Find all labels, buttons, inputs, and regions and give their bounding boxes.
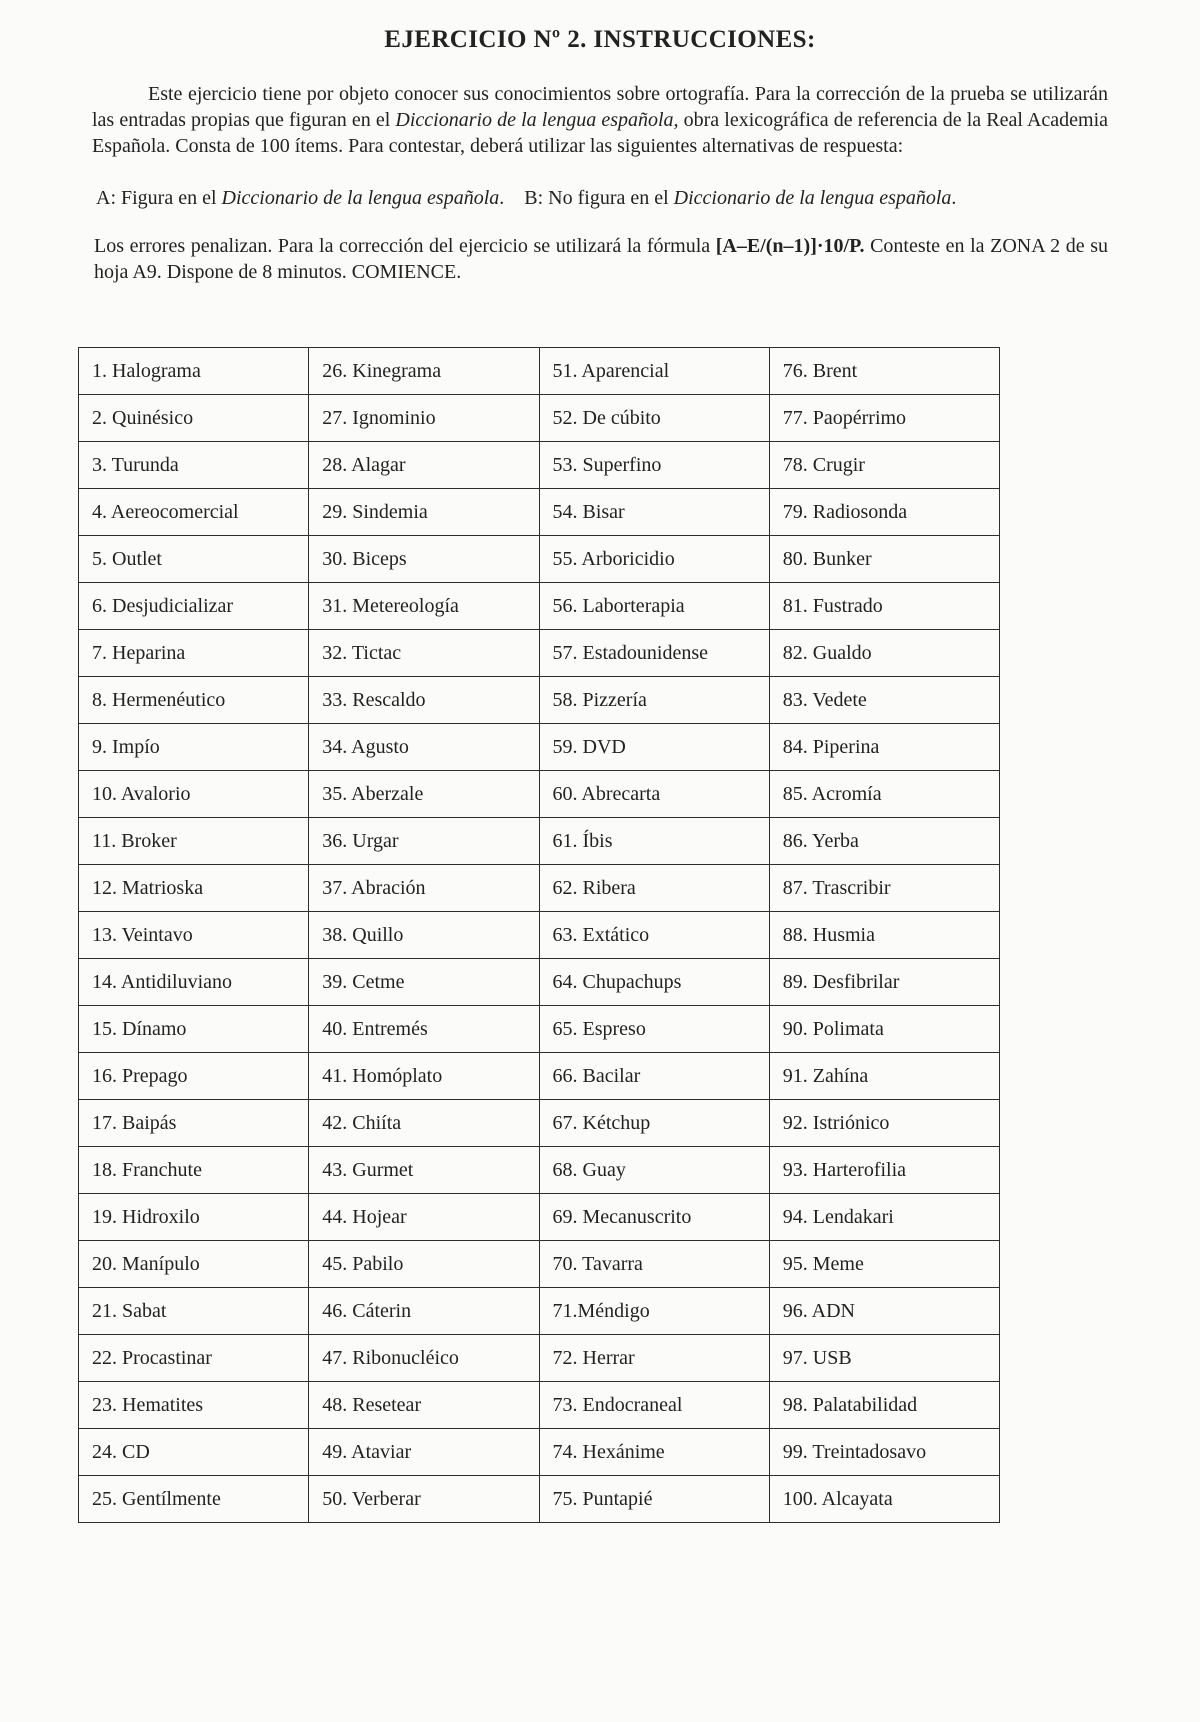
word-cell: 61. Íbis xyxy=(539,818,769,865)
dictionary-title-italic-2: Diccionario de la lengua española xyxy=(221,187,500,209)
word-cell: 48. Resetear xyxy=(309,1382,539,1429)
table-row xyxy=(79,1241,1000,1288)
word-cell: 81. Fustrado xyxy=(769,583,999,630)
word-cell: 75. Puntapié xyxy=(539,1476,769,1523)
word-cell: 66. Bacilar xyxy=(539,1053,769,1100)
word-cell: 33. Rescaldo xyxy=(309,677,539,724)
word-cell: 98. Palatabilidad xyxy=(769,1382,999,1429)
word-cell: 46. Cáterin xyxy=(309,1288,539,1335)
word-cell: 18. Franchute xyxy=(79,1147,309,1194)
word-cell: 6. Desjudicializar xyxy=(79,583,309,630)
word-cell: 55. Arboricidio xyxy=(539,536,769,583)
word-cell: 69. Mecanuscrito xyxy=(539,1194,769,1241)
word-cell: 4. Aereocomercial xyxy=(79,489,309,536)
word-cell: 40. Entremés xyxy=(309,1006,539,1053)
word-cell: 96. ADN xyxy=(769,1288,999,1335)
word-cell: 11. Broker xyxy=(79,818,309,865)
word-cell: 2. Quinésico xyxy=(79,395,309,442)
word-cell: 71.Méndigo xyxy=(539,1288,769,1335)
word-cell: 27. Ignominio xyxy=(309,395,539,442)
word-cell: 99. Treintadosavo xyxy=(769,1429,999,1476)
word-cell: 50. Verberar xyxy=(309,1476,539,1523)
intro-text-2: , obra lexicográfica de referencia de la Real Academia Española. Consta de 100 ítems. Para contestar, deberá utilizar las siguientes alternativas de respuesta: xyxy=(92,109,1109,157)
answer-options-line xyxy=(96,185,1108,211)
table-row xyxy=(79,1382,1000,1429)
word-cell: 7. Heparina xyxy=(79,630,309,677)
word-cell: 90. Polimata xyxy=(769,1006,999,1053)
word-cell: 38. Quillo xyxy=(309,912,539,959)
dictionary-title-italic-3: Diccionario de la lengua española xyxy=(673,187,952,209)
word-cell: 72. Herrar xyxy=(539,1335,769,1382)
word-cell: 65. Espreso xyxy=(539,1006,769,1053)
word-cell: 56. Laborterapia xyxy=(539,583,769,630)
word-cell: 8. Hermenéutico xyxy=(79,677,309,724)
table-row xyxy=(79,1053,1000,1100)
word-cell: 35. Aberzale xyxy=(309,771,539,818)
word-table xyxy=(78,347,1000,1523)
word-cell: 63. Extático xyxy=(539,912,769,959)
table-row xyxy=(79,771,1000,818)
word-cell: 5. Outlet xyxy=(79,536,309,583)
word-cell: 36. Urgar xyxy=(309,818,539,865)
table-row xyxy=(79,1476,1000,1523)
word-cell: 89. Desfibrilar xyxy=(769,959,999,1006)
word-cell: 59. DVD xyxy=(539,724,769,771)
word-cell: 76. Brent xyxy=(769,348,999,395)
word-cell: 22. Procastinar xyxy=(79,1335,309,1382)
word-cell: 30. Biceps xyxy=(309,536,539,583)
word-cell: 44. Hojear xyxy=(309,1194,539,1241)
word-cell: 77. Paopérrimo xyxy=(769,395,999,442)
word-cell: 91. Zahína xyxy=(769,1053,999,1100)
word-cell: 95. Meme xyxy=(769,1241,999,1288)
word-cell: 28. Alagar xyxy=(309,442,539,489)
word-cell: 25. Gentílmente xyxy=(79,1476,309,1523)
word-cell: 26. Kinegrama xyxy=(309,348,539,395)
scoring-paragraph xyxy=(94,233,1108,285)
word-cell: 19. Hidroxilo xyxy=(79,1194,309,1241)
word-cell: 17. Baipás xyxy=(79,1100,309,1147)
word-cell: 52. De cúbito xyxy=(539,395,769,442)
word-cell: 85. Acromía xyxy=(769,771,999,818)
word-cell: 93. Harterofilia xyxy=(769,1147,999,1194)
table-row xyxy=(79,1288,1000,1335)
word-cell: 97. USB xyxy=(769,1335,999,1382)
word-cell: 43. Gurmet xyxy=(309,1147,539,1194)
word-cell: 41. Homóplato xyxy=(309,1053,539,1100)
word-cell: 16. Prepago xyxy=(79,1053,309,1100)
word-cell: 15. Dínamo xyxy=(79,1006,309,1053)
table-row xyxy=(79,630,1000,677)
word-cell: 83. Vedete xyxy=(769,677,999,724)
word-cell: 1. Halograma xyxy=(79,348,309,395)
scoring-formula: [A–E/(n–1)]·10/P. xyxy=(715,235,865,257)
word-cell: 74. Hexánime xyxy=(539,1429,769,1476)
intro-paragraph xyxy=(92,81,1108,159)
table-row xyxy=(79,536,1000,583)
table-row xyxy=(79,959,1000,1006)
word-cell: 51. Aparencial xyxy=(539,348,769,395)
word-cell: 54. Bisar xyxy=(539,489,769,536)
word-cell: 80. Bunker xyxy=(769,536,999,583)
word-cell: 20. Manípulo xyxy=(79,1241,309,1288)
word-cell: 45. Pabilo xyxy=(309,1241,539,1288)
table-row xyxy=(79,1194,1000,1241)
table-row xyxy=(79,912,1000,959)
word-cell: 57. Estadounidense xyxy=(539,630,769,677)
table-row xyxy=(79,1429,1000,1476)
option-a-text: A: Figura en el xyxy=(96,187,222,209)
word-cell: 21. Sabat xyxy=(79,1288,309,1335)
table-row xyxy=(79,348,1000,395)
word-cell: 34. Agusto xyxy=(309,724,539,771)
word-cell: 31. Metereología xyxy=(309,583,539,630)
word-cell: 84. Piperina xyxy=(769,724,999,771)
word-cell: 67. Kétchup xyxy=(539,1100,769,1147)
dictionary-title-italic-1: Diccionario de la lengua española xyxy=(395,109,674,131)
word-cell: 86. Yerba xyxy=(769,818,999,865)
word-cell: 82. Gualdo xyxy=(769,630,999,677)
word-cell: 23. Hematites xyxy=(79,1382,309,1429)
word-cell: 9. Impío xyxy=(79,724,309,771)
word-cell: 47. Ribonucléico xyxy=(309,1335,539,1382)
scoring-text-1: Los errores penalizan. Para la corrección del ejercicio se utilizará la fórmula xyxy=(94,235,716,257)
table-row xyxy=(79,724,1000,771)
word-cell: 78. Crugir xyxy=(769,442,999,489)
word-cell: 79. Radiosonda xyxy=(769,489,999,536)
word-cell: 88. Husmia xyxy=(769,912,999,959)
page-title: EJERCICIO Nº 2. INSTRUCCIONES: xyxy=(384,26,816,53)
word-cell: 37. Abración xyxy=(309,865,539,912)
table-row xyxy=(79,395,1000,442)
word-cell: 13. Veintavo xyxy=(79,912,309,959)
table-row xyxy=(79,677,1000,724)
word-cell: 49. Ataviar xyxy=(309,1429,539,1476)
word-cell: 64. Chupachups xyxy=(539,959,769,1006)
table-row xyxy=(79,1147,1000,1194)
word-cell: 100. Alcayata xyxy=(769,1476,999,1523)
word-cell: 70. Tavarra xyxy=(539,1241,769,1288)
word-cell: 92. Istriónico xyxy=(769,1100,999,1147)
word-cell: 24. CD xyxy=(79,1429,309,1476)
table-row xyxy=(79,1100,1000,1147)
word-cell: 12. Matrioska xyxy=(79,865,309,912)
word-cell: 39. Cetme xyxy=(309,959,539,1006)
word-cell: 58. Pizzería xyxy=(539,677,769,724)
intro-text-1: Este ejercicio tiene por objeto conocer sus conocimientos sobre ortografía. Para la corrección de la prueba se utilizarán las entradas propias que figuran en el xyxy=(92,83,1108,131)
word-table-body xyxy=(79,348,1000,1523)
word-cell: 53. Superfino xyxy=(539,442,769,489)
word-cell: 29. Sindemia xyxy=(309,489,539,536)
table-row xyxy=(79,1006,1000,1053)
word-cell: 60. Abrecarta xyxy=(539,771,769,818)
table-row xyxy=(79,865,1000,912)
table-row xyxy=(79,489,1000,536)
table-row xyxy=(79,442,1000,489)
word-cell: 68. Guay xyxy=(539,1147,769,1194)
word-cell: 14. Antidiluviano xyxy=(79,959,309,1006)
scoring-text-2: Conteste en la ZONA 2 de su hoja A9. Dispone de 8 minutos. COMIENCE. xyxy=(94,235,1109,283)
word-cell: 73. Endocraneal xyxy=(539,1382,769,1429)
word-cell: 87. Trascribir xyxy=(769,865,999,912)
options-period: . xyxy=(951,187,957,209)
table-row xyxy=(79,583,1000,630)
table-row xyxy=(79,818,1000,865)
word-cell: 3. Turunda xyxy=(79,442,309,489)
table-row xyxy=(79,1335,1000,1382)
word-cell: 62. Ribera xyxy=(539,865,769,912)
word-cell: 42. Chiíta xyxy=(309,1100,539,1147)
option-b-text: . B: No figura en el xyxy=(499,187,674,209)
word-cell: 10. Avalorio xyxy=(79,771,309,818)
word-cell: 94. Lendakari xyxy=(769,1194,999,1241)
word-cell: 32. Tictac xyxy=(309,630,539,677)
